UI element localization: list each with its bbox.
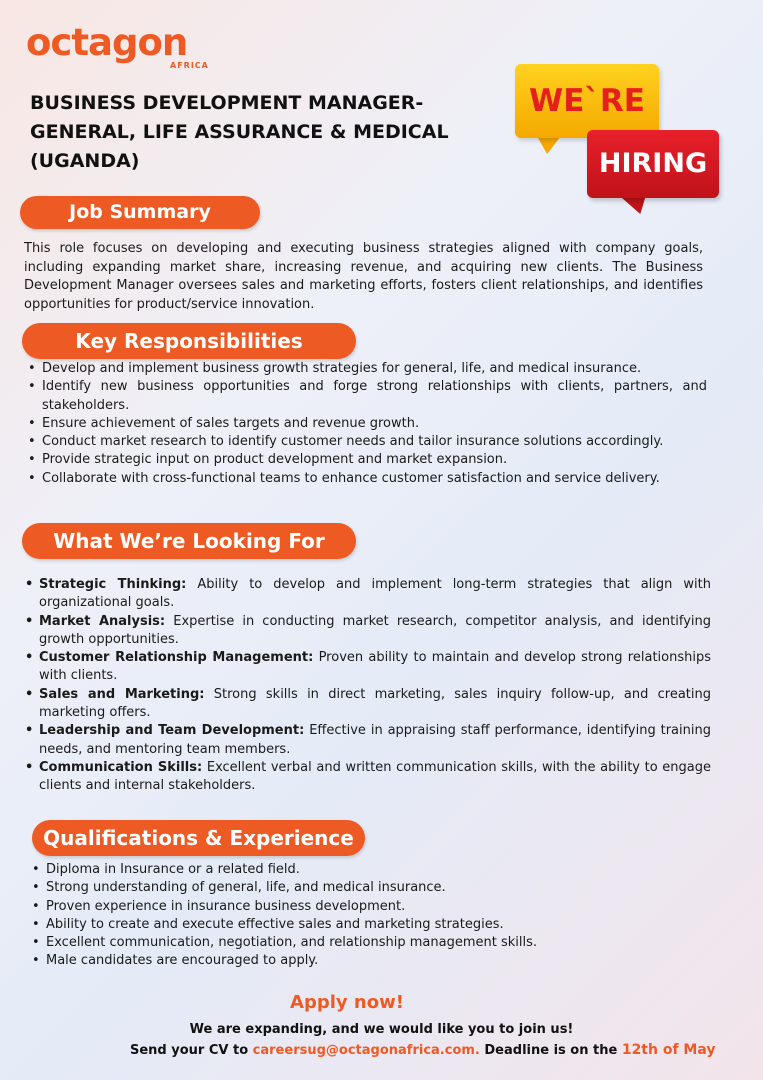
qualification-item: • Proven experience in insurance business development. bbox=[30, 898, 690, 916]
looking-for-text: Expertise in conducting market research, competitor analysis, and identifying growth opportunities. bbox=[39, 613, 711, 647]
section-heading-qualifications: Qualifications & Experience bbox=[32, 820, 365, 856]
looking-for-label: Market Analysis: bbox=[39, 613, 166, 629]
job-title-line: GENERAL, LIFE ASSURANCE & MEDICAL bbox=[30, 121, 449, 143]
octagon-logo bbox=[26, 21, 209, 70]
expanding-text: We are expanding, and we would like you to join us! bbox=[189, 1022, 574, 1037]
looking-for-text: Excellent verbal and written communication skills, with the ability to engage clients and internal stakeholders. bbox=[39, 759, 712, 794]
deadline-text: Deadline is on the bbox=[479, 1043, 622, 1058]
looking-for-text: Strong skills in direct marketing, sales inquiry follow-up, and creating marketing offers. bbox=[39, 686, 711, 721]
responsibility-item: • Develop and implement business growth strategies for general, life, and medical insurance. bbox=[26, 360, 707, 378]
looking-for-label: Sales and Marketing: bbox=[39, 686, 205, 702]
qualification-item: • Excellent communication, negotiation, and relationship management skills. bbox=[30, 934, 690, 952]
looking-for-item bbox=[23, 576, 711, 613]
apply-now-heading: Apply now! bbox=[290, 992, 404, 1013]
logo-wordmark: octagon bbox=[26, 21, 188, 64]
responsibility-item: • Conduct market research to identify customer needs and tailor insurance solutions accordingly. bbox=[26, 433, 707, 451]
responsibilities-list bbox=[26, 360, 707, 488]
looking-for-label: Communication Skills: bbox=[39, 759, 203, 775]
deadline-date: 12th of May bbox=[621, 1042, 716, 1058]
section-heading-looking-for: What We’re Looking For bbox=[22, 523, 356, 559]
looking-for-label: Leadership and Team Development: bbox=[39, 723, 305, 739]
send-cv-prefix: Send your CV to bbox=[130, 1043, 253, 1058]
looking-for-text: Proven ability to maintain and develop strong relationships with clients. bbox=[39, 650, 711, 684]
job-title-line: (UGANDA) bbox=[30, 150, 140, 172]
qualification-item: • Ability to create and execute effective sales and marketing strategies. bbox=[30, 916, 690, 934]
were-bubble: WE`RE bbox=[515, 64, 659, 138]
section-heading-summary: Job Summary bbox=[20, 196, 260, 229]
responsibility-item: • Provide strategic input on product development and market expansion. bbox=[26, 451, 707, 469]
looking-for-item bbox=[23, 722, 711, 759]
logo-subtitle: AFRICA bbox=[170, 61, 209, 70]
email-link[interactable]: careersug@octagonafrica.com. bbox=[252, 1043, 480, 1058]
qualifications-list bbox=[30, 861, 690, 971]
responsibility-item: • Collaborate with cross-functional teams to enhance customer satisfaction and service delivery. bbox=[26, 470, 707, 488]
speech-tail-icon bbox=[537, 136, 561, 154]
responsibility-item: • Ensure achievement of sales targets and revenue growth. bbox=[26, 415, 707, 433]
qualification-item: • Male candidates are encouraged to apply. bbox=[30, 952, 690, 970]
looking-for-text: Effective in appraising staff performance, identifying training needs, and mentoring team members. bbox=[39, 723, 711, 757]
looking-for-item bbox=[23, 686, 711, 723]
responsibility-item: • Identify new business opportunities and forge strong relationships with clients, partners, and stakeholders. bbox=[26, 378, 707, 415]
speech-tail-icon bbox=[620, 196, 653, 214]
qualification-item: • Strong understanding of general, life, and medical insurance. bbox=[30, 879, 690, 897]
qualification-item: • Diploma in Insurance or a related field. bbox=[30, 861, 690, 879]
summary-text: This role focuses on developing and executing business strategies aligned with company goals, including expanding market share, increasing revenue, and acquiring new clients. The Business Development Manager oversees sales and marketing efforts, fosters client relationships, and identifies opportunities for product/service innovation. bbox=[24, 241, 703, 312]
looking-for-list bbox=[23, 576, 711, 796]
looking-for-item bbox=[23, 649, 711, 686]
looking-for-text: Ability to develop and implement long-term strategies that align with organizational goals. bbox=[39, 577, 711, 611]
send-cv-line bbox=[130, 1042, 716, 1058]
looking-for-label: Strategic Thinking: bbox=[39, 577, 187, 592]
hiring-badge bbox=[513, 60, 723, 220]
hiring-bubble: HIRING bbox=[587, 130, 719, 198]
looking-for-label: Customer Relationship Management: bbox=[39, 650, 314, 666]
job-title bbox=[30, 89, 510, 176]
section-heading-responsibilities: Key Responsibilities bbox=[22, 323, 356, 359]
looking-for-item bbox=[23, 759, 711, 796]
job-title-line: BUSINESS DEVELOPMENT MANAGER- bbox=[30, 92, 424, 114]
looking-for-item bbox=[23, 613, 711, 650]
